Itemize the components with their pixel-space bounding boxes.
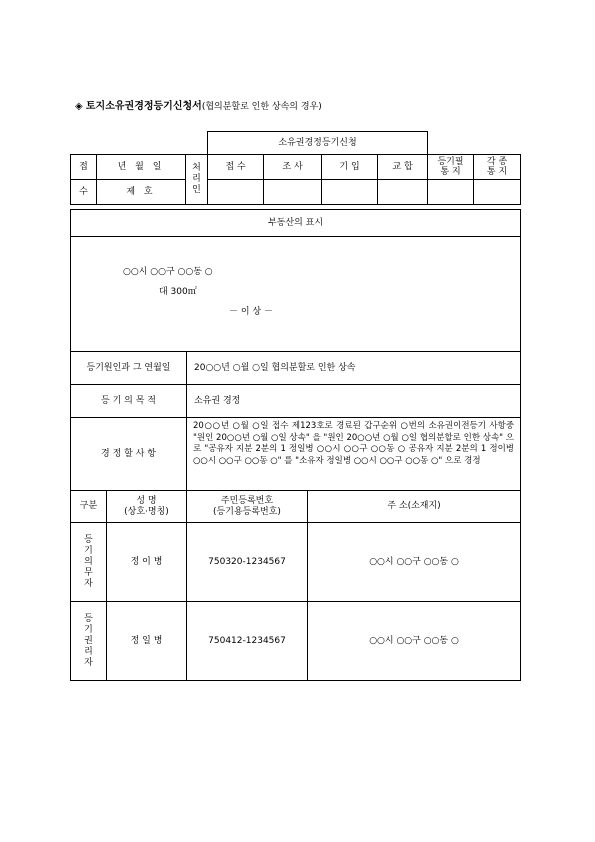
col-check: 교 합 xyxy=(378,155,428,180)
col-various-notice: 각 종 통 지 xyxy=(474,155,521,180)
diamond-bullet-icon: ◈ xyxy=(75,101,83,112)
cause-value: 20○○년 ○월 ○일 협의분할로 인한 상속 xyxy=(187,352,521,385)
obligor-label: 등 기 의 무 자 xyxy=(71,523,107,602)
correction-label: 경 정 할 사 항 xyxy=(71,418,187,491)
obligor-id: 750320-1234567 xyxy=(187,523,308,602)
col-type-header: 구분 xyxy=(71,491,107,523)
purpose-label: 등 기 의 목 적 xyxy=(71,385,187,418)
col-survey: 조 사 xyxy=(264,155,322,180)
property-land: 대 300㎡ xyxy=(159,287,197,297)
holder-name: 정 일 병 xyxy=(107,602,187,681)
date-label: 년 월 일 xyxy=(97,155,186,180)
document-title xyxy=(75,97,322,112)
title-main: 토지소유권경정등기신청서 xyxy=(85,101,202,112)
main-form-table xyxy=(70,209,521,681)
property-end-mark: － 이 상 － xyxy=(229,307,273,317)
empty-survey-cell xyxy=(264,180,322,205)
processor-label: 처 리 인 xyxy=(186,155,208,205)
col-id-header: 주민등록번호 (등기용등록번호) xyxy=(187,491,308,523)
empty-notice-cell xyxy=(428,180,474,205)
property-section-title: 부동산의 표시 xyxy=(71,210,521,237)
col-registration-notice: 등기필 통 지 xyxy=(428,155,474,180)
holder-id: 750412-1234567 xyxy=(187,602,308,681)
obligor-name: 정 이 병 xyxy=(107,523,187,602)
number-label: 제 호 xyxy=(97,180,186,205)
title-sub: (협의분할로 인한 상속의 경우) xyxy=(201,102,322,112)
empty-various-cell xyxy=(474,180,521,205)
col-address-header: 주 소(소재지) xyxy=(308,491,521,523)
property-location: ○○시 ○○구 ○○동 ○ xyxy=(123,267,213,277)
property-description xyxy=(71,237,521,352)
col-name-header: 성 명 (상호·명칭) xyxy=(107,491,187,523)
application-box-title: 소유권경정등기신청 xyxy=(208,132,428,155)
receipt-label-top: 접 xyxy=(71,155,97,180)
holder-label: 등 기 권 리 자 xyxy=(71,602,107,681)
correction-value: 20○○년 ○월 ○일 접수 제123호로 경료된 갑구순위 ○번의 소유권이전등기 사항중 "원인 20○○년 ○월 ○일 상속" 을 "원인 20○○년 ○월 ○일 협의분할로 인한 상속" 으로 "공유자 지분 2분의 1 정일병 ○○시 ○○구 ○○동 ○ 공유자 지분 2분의 1 정이병 ○○시 ○○구 ○○동 ○" 를 "소유자 정일병 ○○시 ○○구 ○○동 ○" 으로 경정 xyxy=(187,418,521,491)
purpose-value: 소유권 경정 xyxy=(187,385,521,418)
holder-address: ○○시 ○○구 ○○동 ○ xyxy=(308,602,521,681)
receipt-header-table xyxy=(70,131,521,205)
col-entry: 기 입 xyxy=(322,155,378,180)
obligor-address: ○○시 ○○구 ○○동 ○ xyxy=(308,523,521,602)
empty-entry-cell xyxy=(322,180,378,205)
empty-check-cell xyxy=(378,180,428,205)
receipt-label-bottom: 수 xyxy=(71,180,97,205)
col-receipt: 접 수 xyxy=(208,155,264,180)
empty-receipt-cell xyxy=(208,180,264,205)
cause-label: 등기원인과 그 연월일 xyxy=(71,352,187,385)
